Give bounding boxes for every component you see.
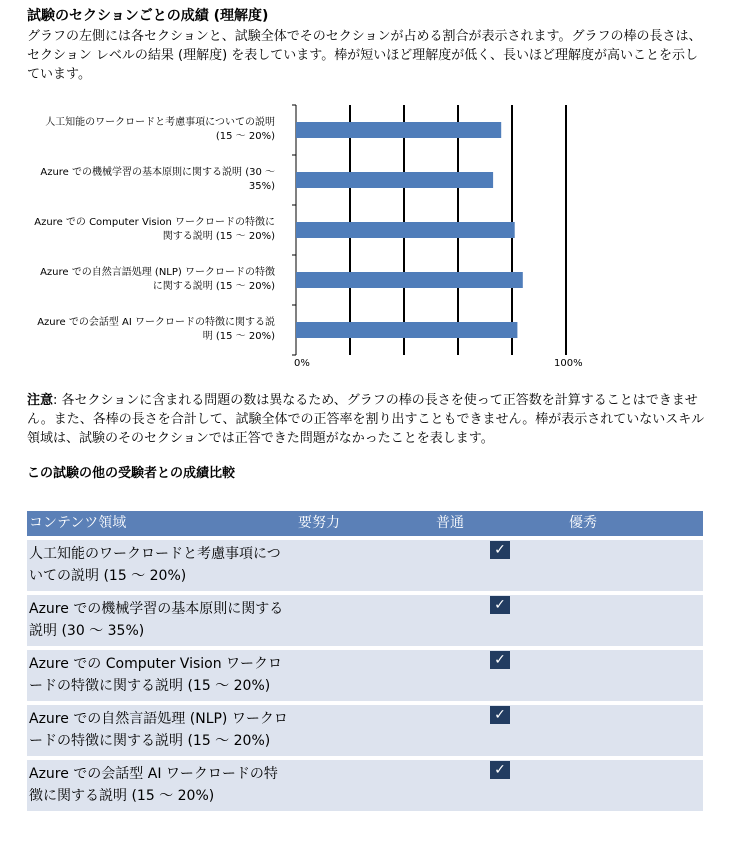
category-label [15, 116, 275, 144]
category-label [15, 316, 275, 344]
header-needs-work: 要努力 [298, 515, 340, 531]
category-label-line: 人工知能のワークロードと考慮事項についての説明 [45, 117, 275, 128]
category-label-line: 35%) [248, 181, 275, 192]
chart-bar [296, 322, 517, 338]
category-label-line: Azure での会話型 AI ワークロードの特徴に関する説 [37, 317, 275, 328]
chart-bar [296, 222, 515, 238]
category-label-line: に関する説明 (15 ～ 20%) [152, 281, 275, 292]
checkmark-icon: ✓ [490, 706, 510, 724]
checkmark-icon: ✓ [490, 761, 510, 779]
section-title: 試験のセクションごとの成績 (理解度) [27, 8, 269, 24]
table-row [27, 540, 703, 591]
table-header [27, 511, 703, 536]
checkmark-icon: ✓ [490, 651, 510, 669]
table-row [27, 595, 703, 646]
section-intro: グラフの左側には各セクションと、試験全体でそのセクションが占める割合が表示されます。グラフの棒の長さは、セクション レベルの結果 (理解度) を表しています。棒が短いほど理解度が低く、長いほど理解度が高いことを示しています。 [27, 29, 702, 82]
category-label-line: (15 ～ 20%) [215, 131, 275, 142]
table-body [27, 540, 703, 811]
table-row [27, 760, 703, 811]
comparison-title: この試験の他の受験者との成績比較 [27, 466, 236, 481]
note-label: 注意 [27, 393, 54, 408]
comparison-table [27, 511, 703, 811]
category-label-line: Azure での Computer Vision ワークロードの特徴に [34, 217, 275, 228]
category-label-line: 関する説明 (15 ～ 20%) [162, 231, 275, 242]
note-paragraph [27, 391, 707, 448]
row-label: Azure での Computer Vision ワークロードの特徴に関する説明 (15 ～ 20%) [29, 656, 283, 694]
chart-bar [296, 172, 493, 188]
row-label: Azure での機械学習の基本原則に関する説明 (30 ～ 35%) [29, 601, 284, 639]
row-label: Azure での会話型 AI ワークロードの特徴に関する説明 (15 ～ 20%) [29, 766, 278, 804]
section-chart [0, 95, 731, 385]
table-row [27, 650, 703, 701]
header-average: 普通 [436, 515, 464, 531]
category-label-line: 明 (15 ～ 20%) [202, 331, 275, 342]
category-label-line: Azure での機械学習の基本原則に関する説明 (30 ～ [40, 167, 275, 178]
chart-bar [296, 272, 523, 288]
category-label-line: Azure での自然言語処理 (NLP) ワークロードの特徴 [40, 267, 275, 278]
row-label: Azure での自然言語処理 (NLP) ワークロードの特徴に関する説明 (15 ～ 20%) [29, 711, 288, 749]
axis-max-label: 100% [554, 358, 583, 369]
checkmark-icon: ✓ [490, 596, 510, 614]
table-row [27, 705, 703, 756]
axis-min-label: 0% [294, 358, 310, 369]
category-label [15, 266, 275, 294]
category-label [15, 166, 275, 194]
note-text: : 各セクションに含まれる問題の数は異なるため、グラフの棒の長さを使って正答数を計算することはできません。また、各棒の長さを合計して、試験全体での正答率を割り出すこともできません。棒が表示されていないスキル領域は、試験のそのセクションでは正答できた問題がなかったことを表します。 [27, 393, 705, 446]
header-area: コンテンツ領域 [29, 515, 127, 531]
header-excellent: 優秀 [569, 515, 597, 531]
category-label [15, 216, 275, 244]
chart-bar [296, 122, 501, 138]
checkmark-icon: ✓ [490, 541, 510, 559]
row-label: 人工知能のワークロードと考慮事項についての説明 (15 ～ 20%) [29, 546, 281, 584]
